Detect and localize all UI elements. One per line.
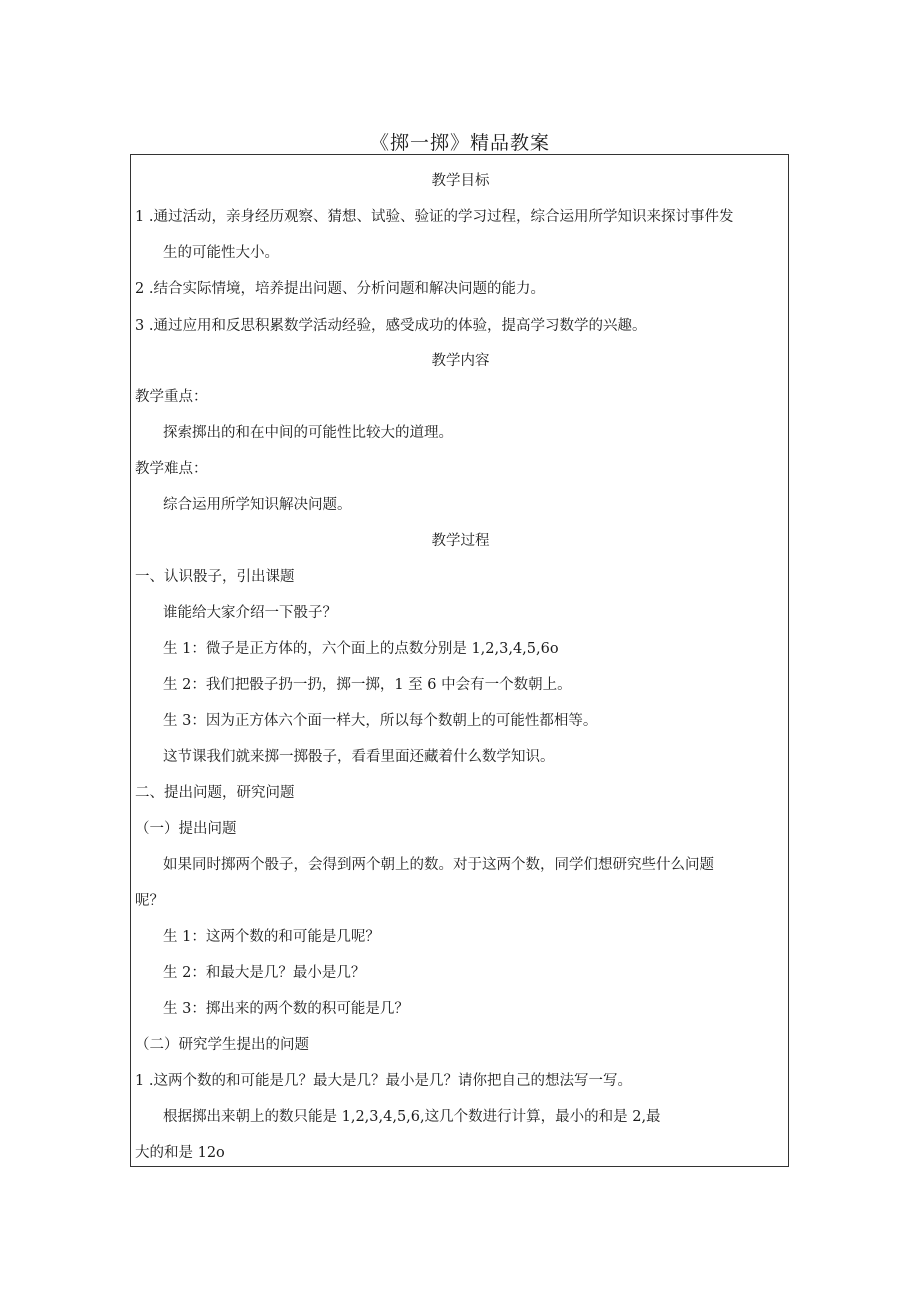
process-part-2-question-line-2: 呢？ — [135, 893, 164, 909]
student-3-question: 生 3：掷出来的两个数的积可能是几？ — [163, 1001, 409, 1017]
process-part-2-heading: 二、提出问题，研究问题 — [135, 785, 295, 801]
research-calc-line-1: 根据掷出来朝上的数只能是 1,2,3,4,5,6,这几个数进行计算，最小的和是 2,最 — [163, 1109, 661, 1125]
key-point-text: 探索掷出的和在中间的可能性比较大的道理。 — [163, 425, 453, 441]
difficulty-text: 综合运用所学知识解决问题。 — [163, 497, 352, 513]
goal-3: 3 .通过应用和反思积累数学活动经验，感受成功的体验，提高学习数学的兴趣。 — [135, 318, 647, 334]
student-3-answer: 生 3：因为正方体六个面一样大，所以每个数朝上的可能性都相等。 — [163, 713, 598, 729]
section-heading-content: 教学内容 — [431, 353, 490, 369]
key-point-label: 教学重点： — [135, 389, 208, 405]
document-title: 《掷一掷》精品教案 — [369, 132, 550, 154]
student-1-answer: 生 1：微子是正方体的，六个面上的点数分别是 1,2,3,4,5,6o — [163, 641, 559, 657]
process-part-2-subheading-2: （二）研究学生提出的问题 — [135, 1037, 309, 1053]
section-heading-process: 教学过程 — [431, 533, 490, 549]
section-heading-goals: 教学目标 — [431, 173, 490, 189]
process-part-1-question: 谁能给大家介绍一下骰子？ — [163, 605, 337, 621]
process-part-2-question-line-1: 如果同时掷两个骰子，会得到两个朝上的数。对于这两个数，同学们想研究些什么问题 — [163, 857, 714, 873]
student-2-answer: 生 2：我们把骰子扔一扔，掷一掷，1 至 6 中会有一个数朝上。 — [163, 677, 572, 693]
goal-1-line-2: 生的可能性大小。 — [163, 245, 279, 261]
goal-1-line-1: 1 .通过活动，亲身经历观察、猜想、试验、验证的学习过程，综合运用所学知识来探讨事件发 — [135, 209, 734, 225]
student-2-question: 生 2：和最大是几？最小是几？ — [163, 965, 366, 981]
student-1-question: 生 1：这两个数的和可能是几呢？ — [163, 929, 380, 945]
difficulty-label: 教学难点： — [135, 461, 208, 477]
research-calc-line-2: 大的和是 12o — [135, 1145, 225, 1161]
process-part-2-subheading-1: （一）提出问题 — [135, 821, 237, 837]
lesson-plan-table — [130, 154, 789, 1167]
process-part-1-transition: 这节课我们就来掷一掷骰子，看看里面还藏着什么数学知识。 — [163, 749, 555, 765]
goal-2: 2 .结合实际情境，培养提出问题、分析问题和解决问题的能力。 — [135, 281, 545, 297]
process-part-1-heading: 一、认识骰子，引出课题 — [135, 569, 295, 585]
research-item-1: 1 .这两个数的和可能是几？最大是几？最小是几？请你把自己的想法写一写。 — [135, 1073, 632, 1089]
